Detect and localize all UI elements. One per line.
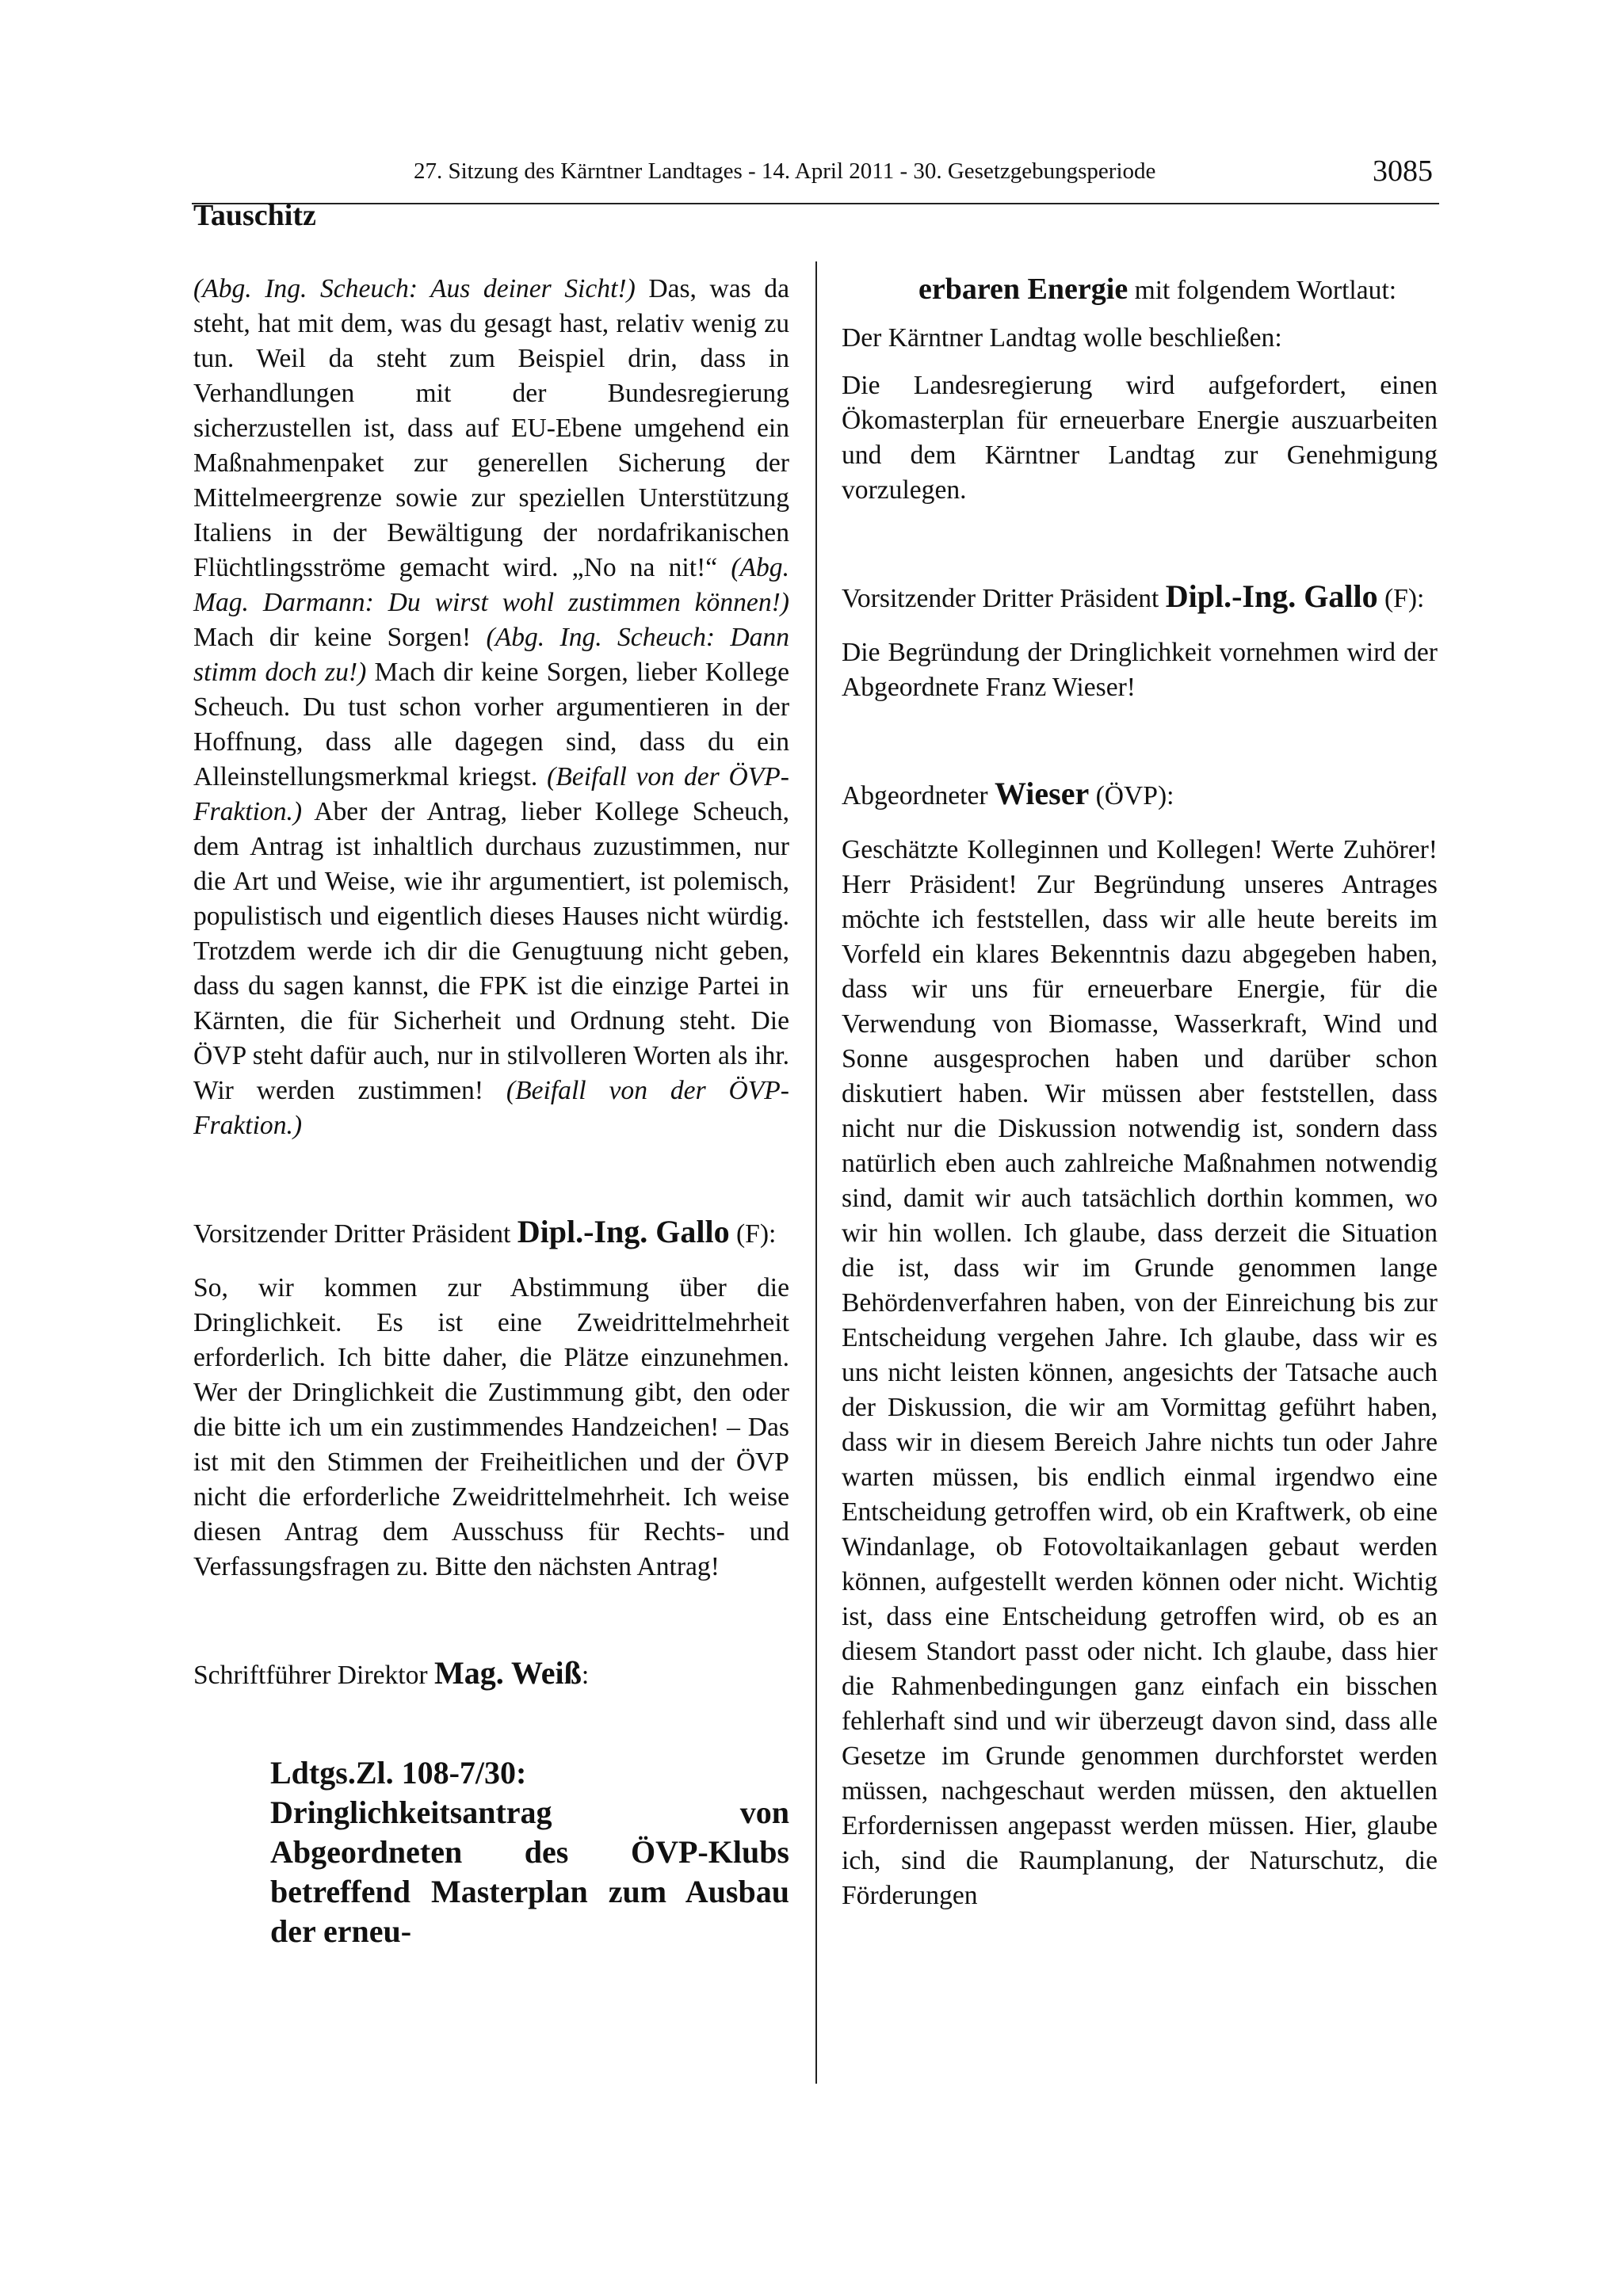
applause-note: (Beifall von der ÖVP-Fraktion.) — [193, 1076, 789, 1140]
motion-number: Ldtgs.Zl. 108-7/30: — [270, 1755, 527, 1791]
motion-title-continued — [918, 272, 1438, 308]
speaker-party: (F): — [729, 1219, 777, 1249]
motion-lead-in: mit folgendem Wortlaut: — [1128, 276, 1397, 305]
motion-heading — [270, 1753, 789, 1951]
speech-text: Das, was da steht, hat mit dem, was du gesagt hast, relativ wenig zu tun. Weil da steht zum Beispiel drin, dass in Verhandlungen mit der Bundesregierung sicherzustellen ist, dass auf EU-Ebene umgehend ein Maßnahmenpaket zur generellen Sicherung der Mittelmeergrenze sowie zur speziellen Unterstützung Italiens in der Bewältigung der nordafrikanischen Flüchtlingsströme gemacht wird. „No na nit!“ — [193, 274, 789, 582]
speech-text: Mach dir keine Sorgen! — [193, 623, 487, 652]
column-divider — [815, 261, 817, 2084]
speaker-name: Mag. Weiß — [433, 1655, 582, 1691]
interjection: (Abg. Mag. Darmann: Du wirst wohl zustimmen können!) — [193, 553, 789, 617]
speech-paragraph: Geschätzte Kolleginnen und Kollegen! Werte Zuhörer! Herr Präsident! Zur Begründung unseres Antrages möchte ich feststellen, dass wir alle heute bereits im Vorfeld ein klares Bekenntnis dazu abgegeben haben, dass wir uns für erneuerbare Energie, für die Verwendung von Biomasse, Wasserkraft, Wind und Sonne ausgesprochen haben und darüber schon diskutiert haben. Wir müssen aber feststellen, dass nicht nur die Diskussion notwendig ist, sondern dass natürlich eben auch zahlreiche Maßnahmen notwendig sind, damit wir auch tatsächlich dorthin kommen, wo wir hin wollen. Ich glaube, dass derzeit die Situation die ist, dass wir im Grunde genommen lange Behördenverfahren haben, von der Einreichung bis zur Entscheidung vergehen Jahre. Ich glaube, dass wir es uns nicht leisten können, angesichts der Tatsache auch der Diskussion, die wir am Vormittag geführt haben, dass wir in diesem Bereich Jahre nichts tun oder Jahre warten müssen, bis endlich einmal irgendwo eine Entscheidung getroffen wird, ob ein Kraftwerk, ob eine Windanlage, ob Fotovoltaikanlagen gebaut werden können, aufgestellt werden können oder nicht. Wichtig ist, dass eine Entscheidung getroffen wird, ob es an diesem Standort passt oder nicht. Ich glaube, dass hier die Rahmenbedingungen ganz einfach ein bisschen fehlerhaft sind und wir überzeugt davon sind, dass alle Gesetze im Grunde genommen durchforstet werden müssen, nachgeschaut werden müssen, den aktuellen Erfordernissen angepasst werden müssen. Hier, glaube ich, sind die Raumplanung, der Naturschutz, die Förderungen — [842, 835, 1438, 1910]
motion-title-end: erbaren Energie — [918, 273, 1128, 306]
speaker-party: (ÖVP): — [1089, 781, 1174, 810]
speaker-role: Vorsitzender Dritter Präsident — [193, 1219, 517, 1249]
speaker-name: Dipl.-Ing. Gallo — [517, 1214, 730, 1249]
speaker-role: Schriftführer Direktor — [193, 1661, 434, 1690]
speech-paragraph — [193, 272, 789, 1143]
applause-note: (Beifall von der ÖVP-Fraktion.) — [193, 762, 789, 826]
resolution-intro: Der Kärntner Landtag wolle beschließen: — [842, 323, 1282, 353]
speaker-heading — [842, 579, 1438, 616]
speaker-name: Wieser — [995, 776, 1090, 811]
speaker-role: Abgeordneter — [842, 781, 995, 810]
resolution-text: Die Landesregierung wird aufgefordert, einen Ökomasterplan für erneuerbare Energie auszuarbeiten und dem Kärntner Landtag zur Genehmigung vorzulegen. — [842, 371, 1438, 505]
speaker-party: (F): — [1377, 584, 1425, 613]
speaker-heading — [842, 776, 1438, 814]
session-title: 27. Sitzung des Kärntner Landtages - 14. April 2011 - 30. Gesetzgebungsperiode — [414, 158, 1156, 184]
right-column — [842, 272, 1438, 1913]
speech-paragraph: Die Begründung der Dringlichkeit vornehmen wird der Abgeordnete Franz Wieser! — [842, 638, 1438, 702]
speech-text: Mach dir keine Sorgen, lieber Kollege Scheuch. Du tust schon vorher argumentieren in der Hoffnung, dass alle dagegen sind, dass du ein Alleinstellungsmerkmal kriegst. — [193, 658, 789, 791]
speech-text: Aber der Antrag, lieber Kollege Scheuch, dem Antrag ist inhaltlich durchaus zuzustimmen, nur die Art und Weise, wie ihr argumentiert, ist polemisch, populistisch und eigentlich dieses Hauses nicht würdig. Trotzdem werde ich dir die Genugtuung nicht geben, dass du sagen kannst, die FPK ist die einzige Partei in Kärnten, die für Sicherheit und Ordnung steht. Die ÖVP steht dafür auch, nur in stilvolleren Worten als ihr. Wir werden zustimmen! — [193, 797, 789, 1105]
page-header — [192, 155, 1439, 204]
speaker-role: Vorsitzender Dritter Präsident — [842, 584, 1166, 613]
speaker-heading — [193, 1215, 789, 1252]
interjection: (Abg. Ing. Scheuch: Aus deiner Sicht!) — [193, 274, 636, 303]
running-speaker-name: Tauschitz — [193, 199, 316, 232]
left-column — [193, 272, 789, 1951]
interjection: (Abg. Ing. Scheuch: Dann stimm doch zu!) — [193, 623, 790, 687]
speaker-suffix: : — [581, 1661, 590, 1690]
speaker-name: Dipl.-Ing. Gallo — [1165, 578, 1378, 614]
speaker-heading — [193, 1656, 789, 1693]
page-number: 3085 — [1373, 154, 1433, 188]
motion-title: Dringlichkeitsantrag von Abgeordneten des ÖVP-Klubs betreffend Masterplan zum Ausbau der erneu- — [270, 1794, 789, 1949]
speech-paragraph: So, wir kommen zur Abstimmung über die Dringlichkeit. Es ist eine Zweidrittelmehrheit erforderlich. Ich bitte daher, die Plätze einzunehmen. Wer der Dringlichkeit die Zustimmung gibt, den oder die bitte ich um ein zustimmendes Handzeichen! – Das ist mit den Stimmen der Freiheitlichen und der ÖVP nicht die erforderliche Zweidrittelmehrheit. Ich weise diesen Antrag dem Ausschuss für Rechts- und Verfassungsfragen zu. Bitte den nächsten Antrag! — [193, 1273, 789, 1581]
